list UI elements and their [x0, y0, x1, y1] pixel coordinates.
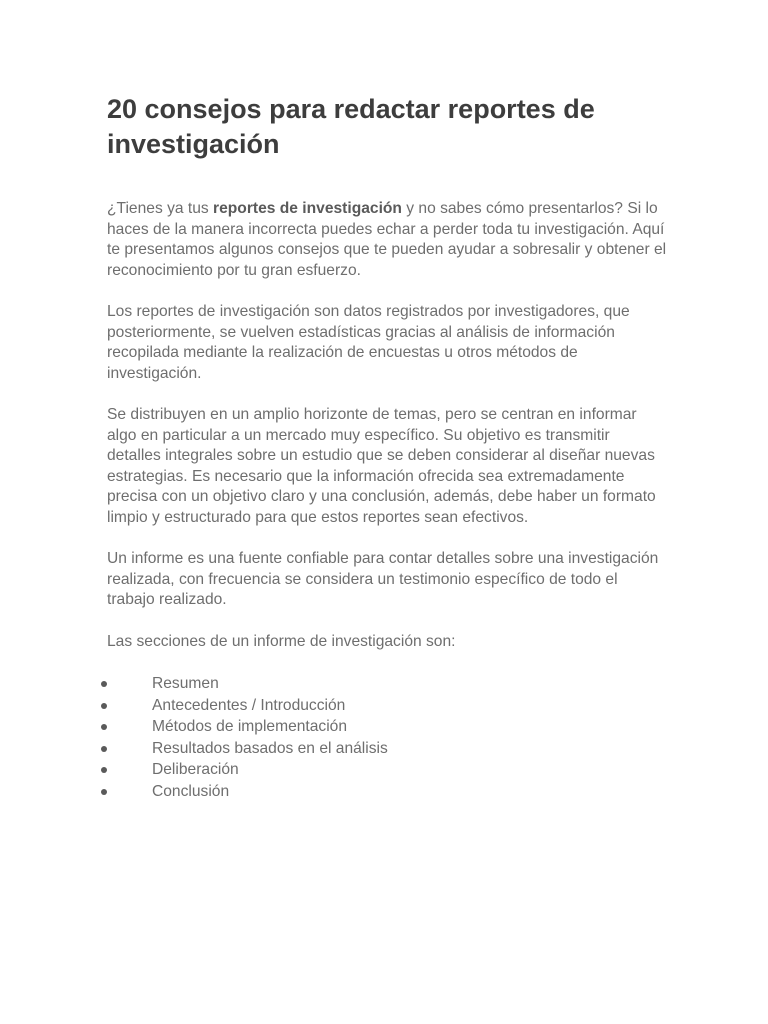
- paragraph-reliability: Un informe es una fuente confiable para contar detalles sobre una investigación realizada, con frecuencia se considera un testimonio específico de todo el trabajo realizado.: [107, 550, 659, 608]
- bullet-icon: [101, 746, 107, 752]
- bullet-icon: [101, 789, 107, 795]
- bullet-icon: [101, 681, 107, 687]
- list-item: [107, 738, 667, 760]
- list-item-label: Antecedentes / Introducción: [152, 696, 346, 714]
- list-item-label: Métodos de implementación: [152, 718, 348, 736]
- intro-bold-phrase: reportes de investigación: [213, 200, 402, 217]
- bullet-icon: [101, 767, 107, 773]
- list-item: [107, 781, 667, 803]
- list-item: [107, 759, 667, 781]
- intro-text-start: ¿Tienes ya tus: [107, 200, 214, 217]
- intro-text-end: y no sabes cómo presentarlos? Si lo haces de la manera incorrecta puedes echar a perder toda tu investigación. Aquí te presentamos algunos consejos que te pueden ayudar a sobresalir y obtener el reconocimiento por tu gran esfuerzo.: [107, 200, 667, 279]
- list-item-label: Deliberación: [152, 761, 239, 779]
- intro-paragraph: [107, 199, 667, 281]
- list-item-label: Resultados basados en el análisis: [152, 739, 388, 757]
- bullet-icon: [101, 703, 107, 709]
- list-item: [107, 695, 667, 717]
- list-item-label: Conclusión: [152, 782, 230, 800]
- document-title: 20 consejos para redactar reportes de investigación: [107, 94, 595, 159]
- sections-list: [107, 673, 667, 803]
- list-item-label: Resumen: [152, 675, 219, 692]
- document-page: [107, 92, 667, 803]
- list-item: [107, 673, 667, 695]
- paragraph-sections-intro: Las secciones de un informe de investigación son:: [107, 632, 456, 650]
- paragraph-scope: Se distribuyen en un amplio horizonte de temas, pero se centran en informar algo en particular a un mercado muy específico. Su objetivo es transmitir detalles integrales sobre un estudio que se deben considerar al diseñar nuevas estrategias. Es necesario que la información ofrecida sea extremadamente precisa con un objetivo claro y una conclusión, además, debe haber un formato limpio y estructurado para que estos reportes sean efectivos.: [107, 406, 656, 526]
- paragraph-definition: Los reportes de investigación son datos registrados por investigadores, que posteriormente, se vuelven estadísticas gracias al análisis de información recopilada mediante la realización de encuestas u otros métodos de investigación.: [107, 303, 630, 382]
- bullet-icon: [101, 724, 107, 730]
- list-item: [107, 716, 667, 738]
